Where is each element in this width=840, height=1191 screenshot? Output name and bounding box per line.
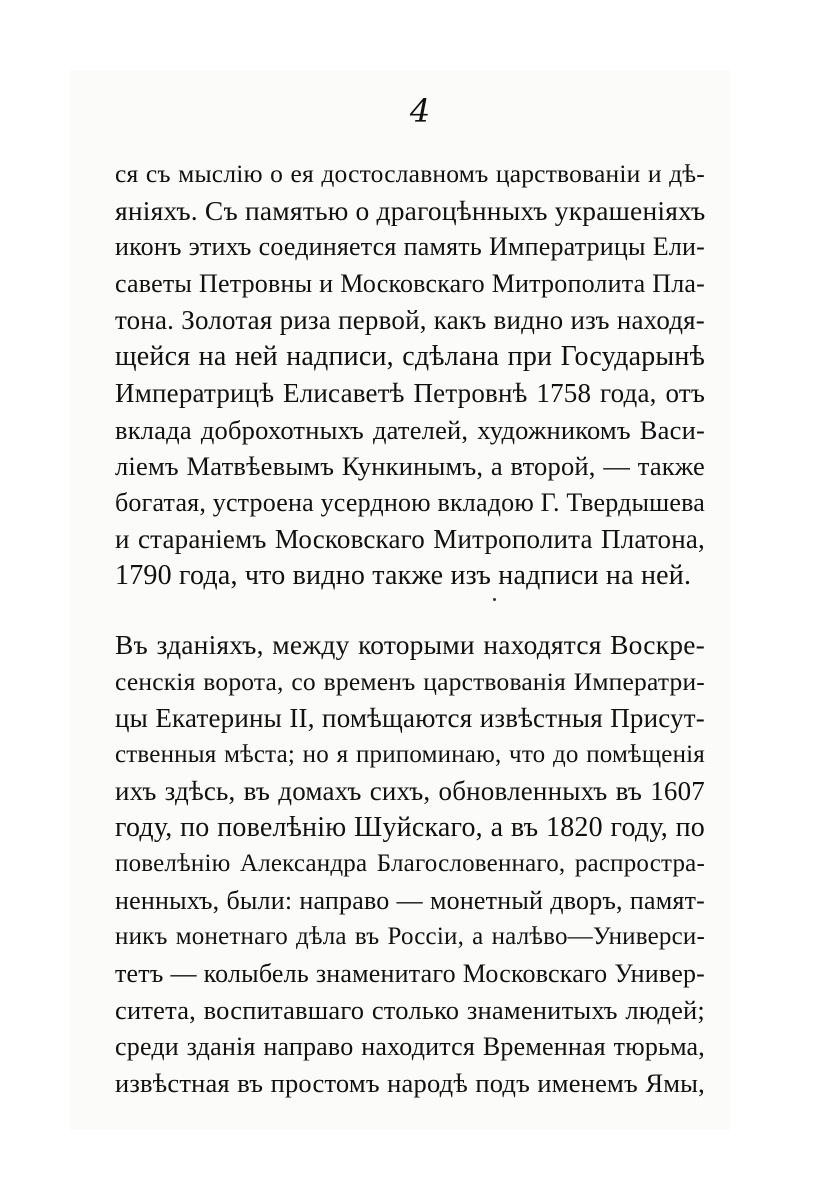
- text-line: ся съ мыслію о ея достославномъ царствованіи и дѣ-: [115, 159, 705, 188]
- text-line: ліемъ Матвѣевымъ Кункинымъ, а второй, — также: [115, 451, 705, 481]
- text-line: богатая, устроена усердною вкладою Г. Твердышева: [115, 487, 706, 517]
- text-line: ненныхъ, были: направо — монетный дворъ, памят-: [115, 885, 705, 915]
- text-line: цы Екатерины II, помѣщаются извѣстныя Присут-: [115, 703, 705, 733]
- text-line: и стараніемъ Московскаго Митрополита Платона,: [115, 524, 705, 554]
- text-line: иконъ этихъ соединяется память Императрицы Ели-: [115, 232, 705, 261]
- text-line: среди зданія направо находится Временная тюрьма,: [115, 1031, 705, 1061]
- text-line: яніяхъ. Съ памятью о драгоцѣнныхъ украшеніяхъ: [115, 194, 706, 226]
- text-line: 1790 года, что видно также изъ надписи на ней.: [115, 559, 692, 591]
- text-line: ситета, воспитавшаго столько знаменитыхъ людей;: [115, 995, 705, 1025]
- text-line: щейся на ней надписи, сдѣлана при Государынѣ: [115, 340, 705, 372]
- text-line: повелѣнію Александра Благословеннаго, распростра-: [115, 850, 705, 877]
- paragraph-1: [115, 156, 705, 594]
- text-line: извѣстная въ простомъ народѣ подъ именемъ Ямы,: [115, 1068, 705, 1098]
- text-line: ственныя мѣста; но я припоминаю, что до помѣщенія: [115, 740, 705, 768]
- text-line: никъ монетнаго дѣла въ Россіи, а налѣво—Универси-: [115, 923, 705, 950]
- paragraph-2: [115, 627, 705, 1102]
- text-line: сенскія ворота, со временъ царствованія Императри-: [115, 666, 705, 696]
- text-line: тетъ — колыбель знаменитаго Московскаго Универ-: [115, 958, 705, 988]
- text-line: тона. Золотая риза первой, какъ видно изъ находя-: [115, 305, 705, 335]
- print-speck: [493, 598, 496, 601]
- text-line: ихъ здѣсь, въ домахъ сихъ, обновленныхъ въ 1607: [115, 776, 705, 806]
- page-number: 4: [409, 92, 431, 130]
- text-line: саветы Петровны и Московскаго Митрополита Пла-: [115, 268, 705, 298]
- text-line: вклада доброхотныхъ дателей, художникомъ Васи-: [115, 414, 705, 445]
- text-line: Императрицѣ Елисаветѣ Петровнѣ 1758 года, отъ: [115, 378, 705, 408]
- text-line: году, по повелѣнію Шуйскаго, а въ 1820 году, по: [115, 811, 705, 843]
- text-line: Въ зданіяхъ, между которыми находятся Воскре-: [115, 629, 705, 660]
